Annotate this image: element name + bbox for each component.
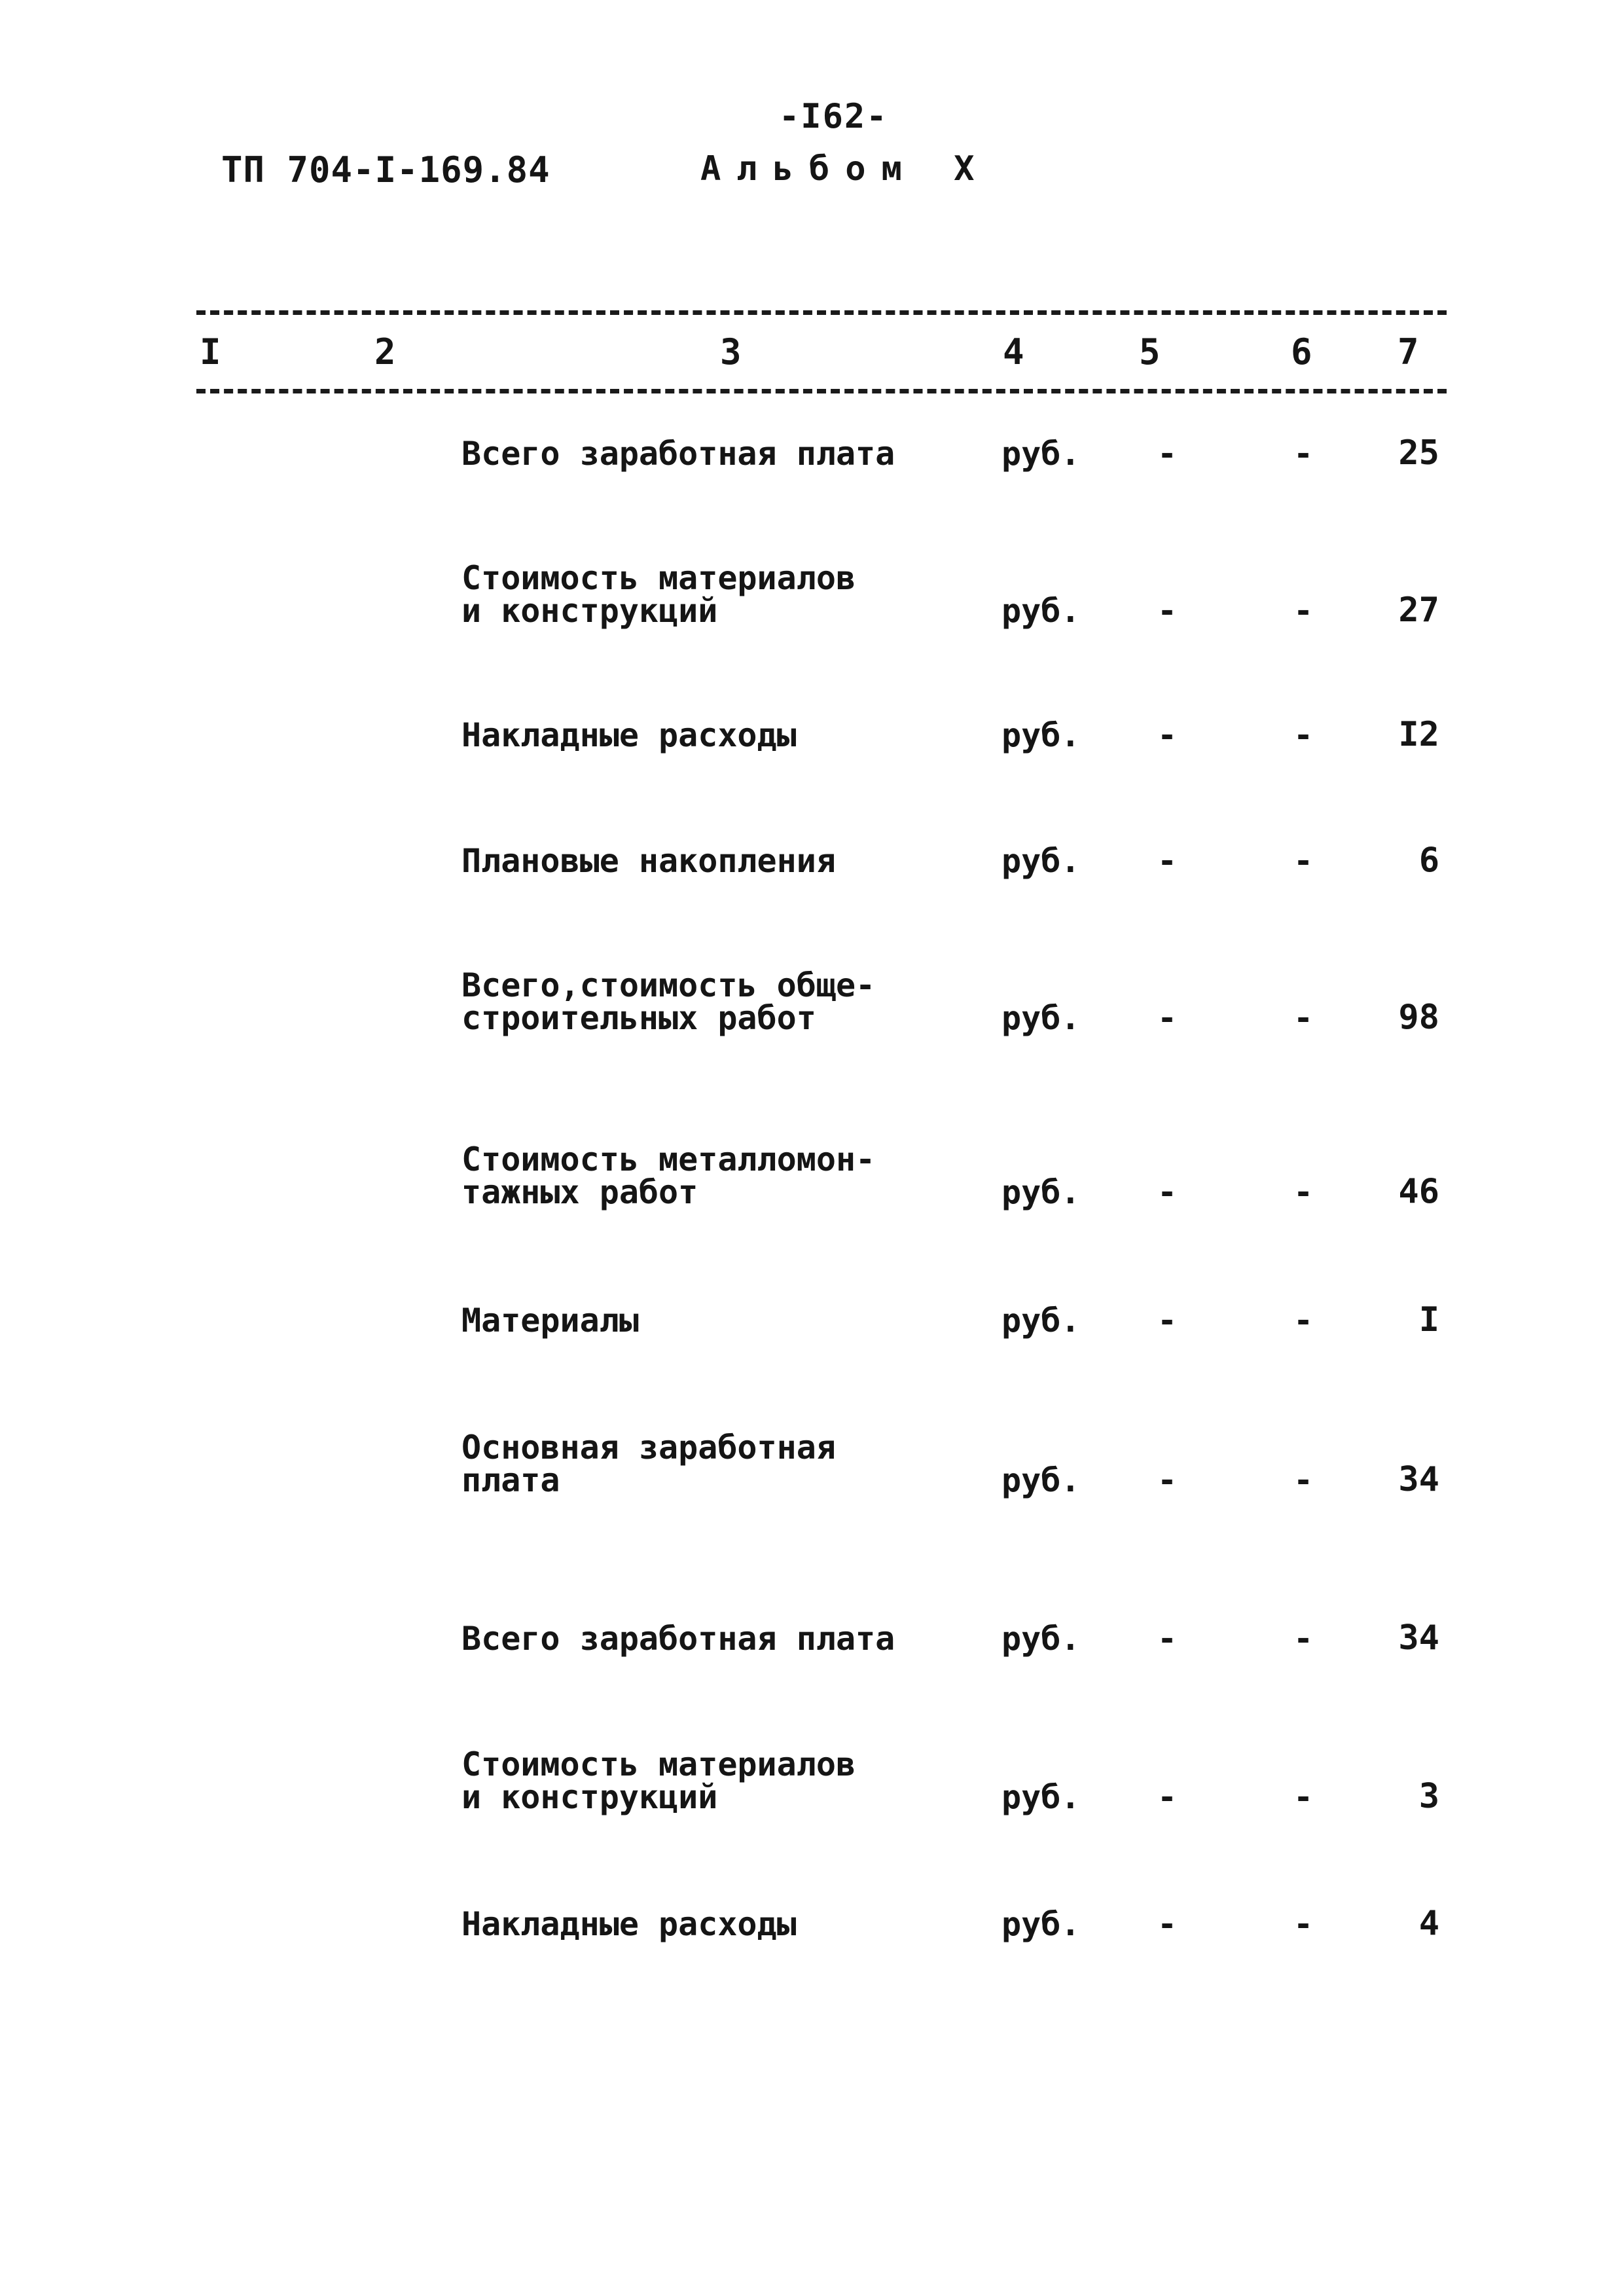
table-row bbox=[0, 378, 1624, 473]
row-unit: руб. bbox=[1001, 1778, 1081, 1816]
row-col6-dash: - bbox=[1293, 1302, 1314, 1339]
row-col6-dash: - bbox=[1293, 1778, 1314, 1816]
row-unit: руб. bbox=[1001, 1905, 1081, 1943]
row-col5-dash: - bbox=[1157, 592, 1178, 630]
table-top-rule bbox=[196, 310, 1447, 315]
row-value: I2 bbox=[1398, 715, 1439, 754]
row-description: Стоимость материалов и конструкций bbox=[461, 1745, 856, 1816]
row-col5-dash: - bbox=[1157, 1620, 1178, 1658]
row-description: Накладные расходы bbox=[461, 716, 797, 754]
column-header-6: 6 bbox=[1291, 331, 1312, 373]
row-col6-dash: - bbox=[1293, 1905, 1314, 1943]
row-col6-dash: - bbox=[1293, 716, 1314, 754]
row-col5-dash: - bbox=[1157, 1461, 1178, 1499]
row-col5-dash: - bbox=[1157, 999, 1178, 1037]
row-col5-dash: - bbox=[1157, 1302, 1178, 1339]
row-description: Стоимость металломон- тажных работ bbox=[461, 1140, 876, 1211]
table-row bbox=[0, 1563, 1624, 1658]
row-description: Накладные расходы bbox=[461, 1905, 797, 1943]
column-header-7: 7 bbox=[1398, 331, 1419, 373]
table-row bbox=[0, 1245, 1624, 1337]
table-row bbox=[0, 943, 1624, 1037]
row-col6-dash: - bbox=[1293, 1173, 1314, 1211]
row-unit: руб. bbox=[1001, 999, 1081, 1037]
row-col6-dash: - bbox=[1293, 1461, 1314, 1499]
row-unit: руб. bbox=[1001, 1461, 1081, 1499]
album-title: Альбом X bbox=[700, 149, 990, 189]
row-value: 6 bbox=[1418, 841, 1439, 880]
table-row bbox=[0, 1117, 1624, 1209]
row-value: 3 bbox=[1418, 1777, 1439, 1816]
row-value: 27 bbox=[1398, 591, 1439, 630]
row-value: 34 bbox=[1398, 1618, 1439, 1658]
row-value: 46 bbox=[1398, 1172, 1439, 1211]
row-col5-dash: - bbox=[1157, 716, 1178, 754]
column-header-4: 4 bbox=[1003, 331, 1024, 373]
row-description: Материалы bbox=[461, 1302, 639, 1339]
row-unit: руб. bbox=[1001, 435, 1081, 473]
column-header-3: 3 bbox=[720, 331, 742, 373]
table-row bbox=[0, 1405, 1624, 1497]
row-col5-dash: - bbox=[1157, 435, 1178, 473]
row-col6-dash: - bbox=[1293, 592, 1314, 630]
column-header-5: 5 bbox=[1139, 331, 1161, 373]
row-col6-dash: - bbox=[1293, 1620, 1314, 1658]
table-row bbox=[0, 1849, 1624, 1941]
row-description: Всего,стоимость обще- строительных работ bbox=[461, 966, 876, 1037]
row-unit: руб. bbox=[1001, 592, 1081, 630]
table-row bbox=[0, 786, 1624, 880]
table-row bbox=[0, 660, 1624, 752]
table-row bbox=[0, 536, 1624, 630]
row-value: 25 bbox=[1398, 433, 1439, 473]
row-description: Всего заработная плата bbox=[461, 1620, 895, 1658]
row-value: 4 bbox=[1418, 1904, 1439, 1943]
row-value: 98 bbox=[1398, 998, 1439, 1037]
row-col5-dash: - bbox=[1157, 1173, 1178, 1211]
row-value: I bbox=[1418, 1300, 1439, 1339]
row-unit: руб. bbox=[1001, 1302, 1081, 1339]
row-description: Всего заработная плата bbox=[461, 435, 895, 473]
row-unit: руб. bbox=[1001, 842, 1081, 880]
row-value: 34 bbox=[1398, 1460, 1439, 1499]
row-unit: руб. bbox=[1001, 1620, 1081, 1658]
row-unit: руб. bbox=[1001, 1173, 1081, 1211]
column-header-1: I bbox=[200, 331, 221, 373]
row-col6-dash: - bbox=[1293, 842, 1314, 880]
page-number: -I62- bbox=[779, 97, 888, 136]
document-code: ТП 704-I-169.84 bbox=[221, 149, 550, 191]
row-col5-dash: - bbox=[1157, 1778, 1178, 1816]
row-col6-dash: - bbox=[1293, 999, 1314, 1037]
row-col5-dash: - bbox=[1157, 1905, 1178, 1943]
table-row bbox=[0, 1722, 1624, 1816]
row-description: Плановые накопления bbox=[461, 842, 836, 880]
row-col6-dash: - bbox=[1293, 435, 1314, 473]
row-unit: руб. bbox=[1001, 716, 1081, 754]
column-header-2: 2 bbox=[374, 331, 396, 373]
row-description: Основная заработная плата bbox=[461, 1429, 836, 1499]
row-col5-dash: - bbox=[1157, 842, 1178, 880]
row-description: Стоимость материалов и конструкций bbox=[461, 559, 856, 630]
